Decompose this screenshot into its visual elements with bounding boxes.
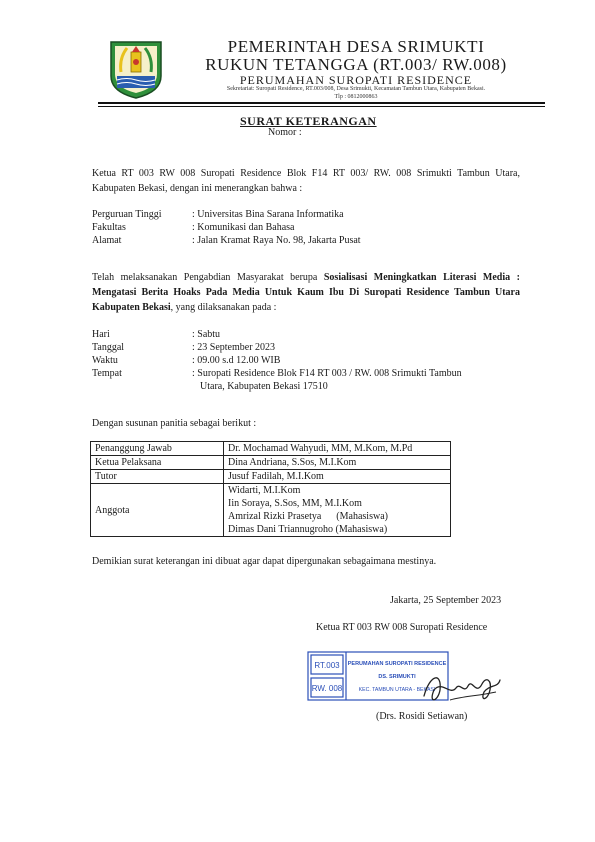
- committee-members: [224, 484, 451, 537]
- committee-member: Iin Soraya, S.Sos, MM, M.I.Kom: [228, 498, 362, 509]
- committee-member: Amrizal Rizki Prasetya (Mahasiswa): [228, 511, 388, 522]
- activity-prefix: Telah melaksanakan Pengabdian Masyarakat berupa: [92, 272, 324, 283]
- document-number: Nomor :: [268, 127, 302, 138]
- identity-value: : Komunikasi dan Bahasa: [192, 222, 295, 233]
- schedule-label: Tempat: [92, 368, 122, 379]
- bekasi-regency-emblem-icon: [107, 36, 165, 100]
- header-government-name: PEMERINTAH DESA SRIMUKTI: [227, 37, 485, 56]
- committee-role: Ketua Pelaksana: [91, 456, 224, 470]
- identity-label: Alamat: [92, 235, 122, 246]
- header-housing-name: PERUMAHAN SUROPATI RESIDENCE: [239, 73, 473, 87]
- stamp-line1: PERUMAHAN SUROPATI RESIDENCE: [347, 661, 447, 667]
- header-rt-rw-name: RUKUN TETANGGA (RT.003/ RW.008): [205, 55, 507, 74]
- handwritten-signature: [420, 666, 504, 710]
- committee-role: Tutor: [91, 470, 224, 484]
- stamp-line2: DS. SRIMUKTI: [378, 674, 416, 680]
- schedule-label: Tanggal: [92, 342, 125, 353]
- place-date: Jakarta, 25 September 2023: [390, 595, 502, 606]
- schedule-label: Hari: [92, 329, 110, 340]
- committee-member: Widarti, M.I.Kom: [228, 485, 301, 496]
- committee-role: Anggota: [91, 484, 224, 537]
- activity-title: Sosialisasi Meningkatkan Literasi Media : Mengatasi Berita Hoaks Pada Media Untuk Kaum Ibu Di Suropati Residence Tambun Utara Kabupaten Bekasi: [92, 272, 521, 313]
- schedule-label: Waktu: [92, 355, 118, 366]
- stamp-rt: RT.003: [314, 661, 340, 670]
- identity-value: : Universitas Bina Sarana Informatika: [192, 209, 344, 220]
- intro-paragraph: Ketua RT 003 RW 008 Suropati Residence Blok F14 RT 003/ RW. 008 Srimukti Tambun Utara, Kabupaten Bekasi, dengan ini menerangkan bahwa :: [92, 168, 520, 194]
- activity-suffix: , yang dilaksanakan pada :: [170, 302, 277, 313]
- signer-name: (Drs. Rosidi Setiawan): [376, 711, 468, 722]
- signer-title: Ketua RT 003 RW 008 Suropati Residence: [316, 622, 488, 633]
- header-divider-thin: [98, 106, 545, 107]
- activity-paragraph: [92, 270, 520, 315]
- schedule-value-continued: Utara, Kabupaten Bekasi 17510: [200, 381, 328, 392]
- table-row: [91, 470, 451, 484]
- document-title: SURAT KETERANGAN: [240, 114, 377, 128]
- committee-name: Dina Andriana, S.Sos, M.I.Kom: [224, 456, 451, 470]
- schedule-value: : 09.00 s.d 12.00 WIB: [192, 355, 281, 366]
- schedule-value: : Sabtu: [192, 329, 221, 340]
- table-row: [91, 442, 451, 456]
- table-row: [91, 456, 451, 470]
- identity-label: Perguruan Tinggi: [92, 209, 162, 220]
- committee-name: Dr. Mochamad Wahyudi, MM, M.Kom, M.Pd: [224, 442, 451, 456]
- identity-label: Fakultas: [92, 222, 126, 233]
- committee-member: Dimas Dani Triannugroho (Mahasiswa): [228, 524, 388, 535]
- committee-role: Penanggung Jawab: [91, 442, 224, 456]
- committee-intro: Dengan susunan panitia sebagai berikut :: [92, 418, 257, 429]
- committee-name: Jusuf Fadilah, M.I.Kom: [224, 470, 451, 484]
- stamp-line3: KEC. TAMBUN UTARA - BEKASI: [358, 687, 436, 693]
- header-divider-thick: [98, 102, 545, 104]
- table-row: [91, 484, 451, 537]
- stamp-rw: RW. 008: [311, 684, 343, 693]
- schedule-value: : 23 September 2023: [192, 342, 276, 353]
- header-phone: Tlp : 0812000863: [334, 94, 378, 100]
- committee-table: [90, 441, 451, 537]
- closing-statement: Demikian surat keterangan ini dibuat agar dapat dipergunakan sebagaimana mestinya.: [92, 556, 437, 567]
- header-address: Sekretariat: Suropati Residence, RT.003/008, Desa Srimukti, Kecamatan Tambun Utara, Kabupaten Bekasi.: [226, 86, 486, 92]
- identity-value: : Jalan Kramat Raya No. 98, Jakarta Pusat: [192, 235, 361, 246]
- schedule-value: : Suropati Residence Blok F14 RT 003 / RW. 008 Srimukti Tambun: [192, 368, 462, 379]
